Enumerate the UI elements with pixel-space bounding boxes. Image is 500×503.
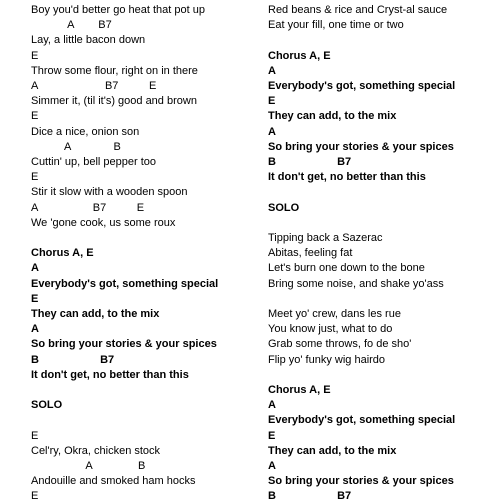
lyric-line: Throw some flour, right on in there: [31, 64, 198, 77]
lyric-line: A B7: [31, 19, 112, 32]
lyric-line-bold: E: [31, 292, 39, 305]
lyric-line-bold: Everybody's got, something special: [31, 277, 219, 290]
lyric-line: Cuttin' up, bell pepper too: [31, 156, 157, 168]
lyric-line: Dice a nice, onion son: [31, 125, 140, 138]
lyric-line: Red beans & rice and Cryst-al sauce: [268, 4, 448, 16]
lyric-line-bold: A: [268, 399, 276, 412]
lyric-line-bold: A: [31, 323, 39, 336]
lyric-line: Abitas, feeling fat: [268, 247, 353, 260]
lyric-line: We 'gone cook, us some roux: [31, 216, 176, 229]
lyric-line: E: [31, 429, 39, 442]
lyric-line: E: [31, 490, 39, 503]
lyric-line-bold: A: [268, 64, 276, 77]
lyric-line: Grab some throws, fo de sho': [268, 338, 412, 351]
lyric-line: Flip yo' funky wig hairdo: [268, 353, 386, 366]
lyric-line-bold: So bring your stories & your spices: [31, 338, 217, 351]
lyric-line-bold: Chorus A, E: [268, 384, 331, 396]
lyric-line: Bring some noise, and shake yo'ass: [268, 277, 444, 290]
lyric-line: E: [31, 49, 39, 62]
lyric-line: You know just, what to do: [268, 323, 393, 336]
lyric-line-bold: Everybody's got, something special: [268, 414, 456, 427]
lyric-line: Lay, a little bacon down: [31, 34, 146, 47]
lyric-line-bold: A: [31, 262, 39, 275]
lyric-line: Eat your fill, one time or two: [268, 19, 404, 32]
lyric-line-bold: Chorus A, E: [31, 247, 94, 260]
lyric-line: Meet yo' crew, dans les rue: [268, 308, 401, 320]
lyric-line: Simmer it, (til it's) good and brown: [31, 95, 197, 108]
lyric-line-bold: SOLO: [268, 201, 300, 214]
lyric-line-bold: B B7: [31, 353, 115, 366]
lyric-line: A B7 E: [31, 80, 157, 92]
lyric-line: Stir it slow with a wooden spoon: [31, 186, 188, 199]
lyric-line-bold: So bring your stories & your spices: [268, 140, 454, 153]
lyric-line-bold: B B7: [268, 156, 352, 168]
lyric-line: Cel'ry, Okra, chicken stock: [31, 444, 161, 457]
lyric-line: A B7 E: [31, 201, 145, 214]
lyric-line: Let's burn one down to the bone: [268, 262, 425, 275]
lyric-line-bold: Chorus A, E: [268, 49, 331, 62]
lyric-line-bold: They can add, to the mix: [268, 444, 397, 457]
lyric-line: A B: [31, 140, 121, 153]
lyric-line-bold: B B7: [268, 490, 352, 503]
lyric-line-bold: E: [268, 95, 276, 108]
lyric-line: E: [31, 171, 39, 184]
lyric-line-bold: E: [268, 429, 276, 442]
lyric-line-bold: Everybody's got, something special: [268, 80, 456, 92]
lyric-line: E: [31, 110, 39, 123]
lyric-line-bold: It don't get, no better than this: [31, 368, 189, 381]
lyric-line-bold: They can add, to the mix: [31, 308, 160, 320]
lyric-line: Boy you'd better go heat that pot up: [31, 4, 205, 16]
lyric-line: Tipping back a Sazerac: [268, 232, 383, 244]
lyric-line-bold: A: [268, 460, 276, 472]
lyric-line: Andouille and smoked ham hocks: [31, 475, 196, 488]
lyric-line-bold: They can add, to the mix: [268, 110, 397, 123]
lyric-line-bold: A: [268, 125, 276, 138]
lyric-line: A B: [31, 460, 146, 472]
lyric-line-bold: It don't get, no better than this: [268, 171, 426, 184]
lyric-line-bold: So bring your stories & your spices: [268, 475, 454, 488]
lyric-line-bold: SOLO: [31, 399, 63, 412]
